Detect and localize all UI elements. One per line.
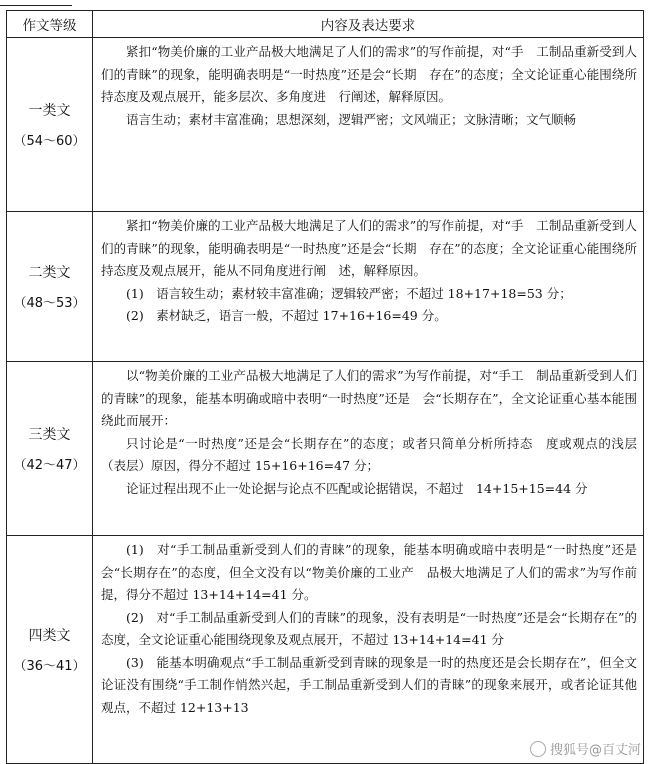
requirement-paragraph: (3) 能基本明确观点“手工制品重新受到青睐的现象是一时的热度还是会长期存在”，但全文论证没有围绕“手工制作悄然兴起，手工制品重新受到人们的青睐”的现象来展开，或者论证其他观点，不超过 12+13+13 xyxy=(101,654,637,715)
table-row xyxy=(7,536,644,764)
grade-score-range: （42〜47） xyxy=(13,458,86,473)
header-rule xyxy=(0,0,72,6)
table-row xyxy=(7,38,644,212)
requirements-cell xyxy=(93,38,644,212)
requirement-paragraph: 紧扣“物美价廉的工业产品极大地满足了人们的需求”的写作前提，对“手 工制品重新受到人们的青睐”的现象，能明确表明是“一时热度”还是会“长期 存在”的态度；全文论证重心能围绕所持态度及观点展开，能多层次、多角度进 行阐述，解释原因。 xyxy=(101,44,637,104)
requirement-paragraph: (2) 素材缺乏，语言一般，不超过 17+16+16=49 分。 xyxy=(126,308,447,323)
table-header-row xyxy=(7,11,644,38)
grade-name: 四类文 xyxy=(28,628,71,644)
requirements-cell xyxy=(93,212,644,362)
grade-score-range: （54〜60） xyxy=(13,134,86,149)
table-row xyxy=(7,362,644,536)
table-row xyxy=(7,212,644,362)
requirements-cell xyxy=(93,362,644,536)
requirement-paragraph: 紧扣“物美价廉的工业产品极大地满足了人们的需求”的写作前提，对“手 工制品重新受到人们的青睐”的现象，能明确表明是“一时热度”还是会“长期 存在”的态度；全文论证重心能围绕所持态度及观点展开，能从不同角度进行阐 述，解释原因。 xyxy=(101,218,637,278)
grade-cell xyxy=(7,212,93,362)
watermark-logo-icon xyxy=(530,741,546,757)
requirement-paragraph: 只讨论是“一时热度”还是会“长期存在”的态度；或者只简单分析所持态 度或观点的浅层（表层）原因，得分不超过 15+16+16=47 分； xyxy=(101,435,637,473)
watermark-text: 搜狐号@百丈河 xyxy=(549,743,641,758)
header-requirements: 内容及表达要求 xyxy=(93,11,644,38)
grading-table xyxy=(6,10,644,764)
grade-score-range: （48〜53） xyxy=(13,296,86,311)
watermark xyxy=(530,739,641,758)
requirement-paragraph: 以“物美价廉的工业产品极大地满足了人们的需求”为写作前提，对“手工 制品重新受到人们的青睐”的现象，能基本明确或暗中表明“一时热度”还是 会“长期存在”，全文论证重心基本能围绕此而展开： xyxy=(101,368,637,428)
requirement-paragraph: (1) 对“手工制品重新受到人们的青睐”的现象，能基本明确或暗中表明是“一时热度”还是会“长期存在”的态度，但全文没有以“物美价廉的工业产 品极大地满足了人们的需求”为写作前提，得分不超过 13+14+14=41 分。 xyxy=(101,542,637,602)
grade-name: 一类文 xyxy=(28,103,71,119)
requirements-cell xyxy=(93,536,644,764)
grade-cell xyxy=(7,536,93,764)
requirement-paragraph: (1) 语言较生动；素材较丰富准确；逻辑较严密；不超过 18+17+18=53 分； xyxy=(126,285,572,301)
grade-cell xyxy=(7,38,93,212)
requirement-paragraph: 论证过程出现不止一处论据与论点不匹配或论据错误，不超过 14+15+15=44 分 xyxy=(126,480,588,496)
grade-name: 三类文 xyxy=(28,427,71,443)
requirement-paragraph: (2) 对“手工制品重新受到人们的青睐”的现象，没有表明是“一时热度”还是会“长期存在”的态度，全文论证重心能围绕现象及观点展开，不超过 13+14+14=41 分 xyxy=(101,609,637,647)
requirement-paragraph: 语言生动；素材丰富准确；思想深刻，逻辑严密；文风端正；文脉清晰；文气顺畅 xyxy=(126,111,577,127)
grade-cell xyxy=(7,362,93,536)
header-grade: 作文等级 xyxy=(7,11,93,38)
grade-name: 二类文 xyxy=(28,265,71,281)
grade-score-range: （36〜41） xyxy=(13,659,86,674)
